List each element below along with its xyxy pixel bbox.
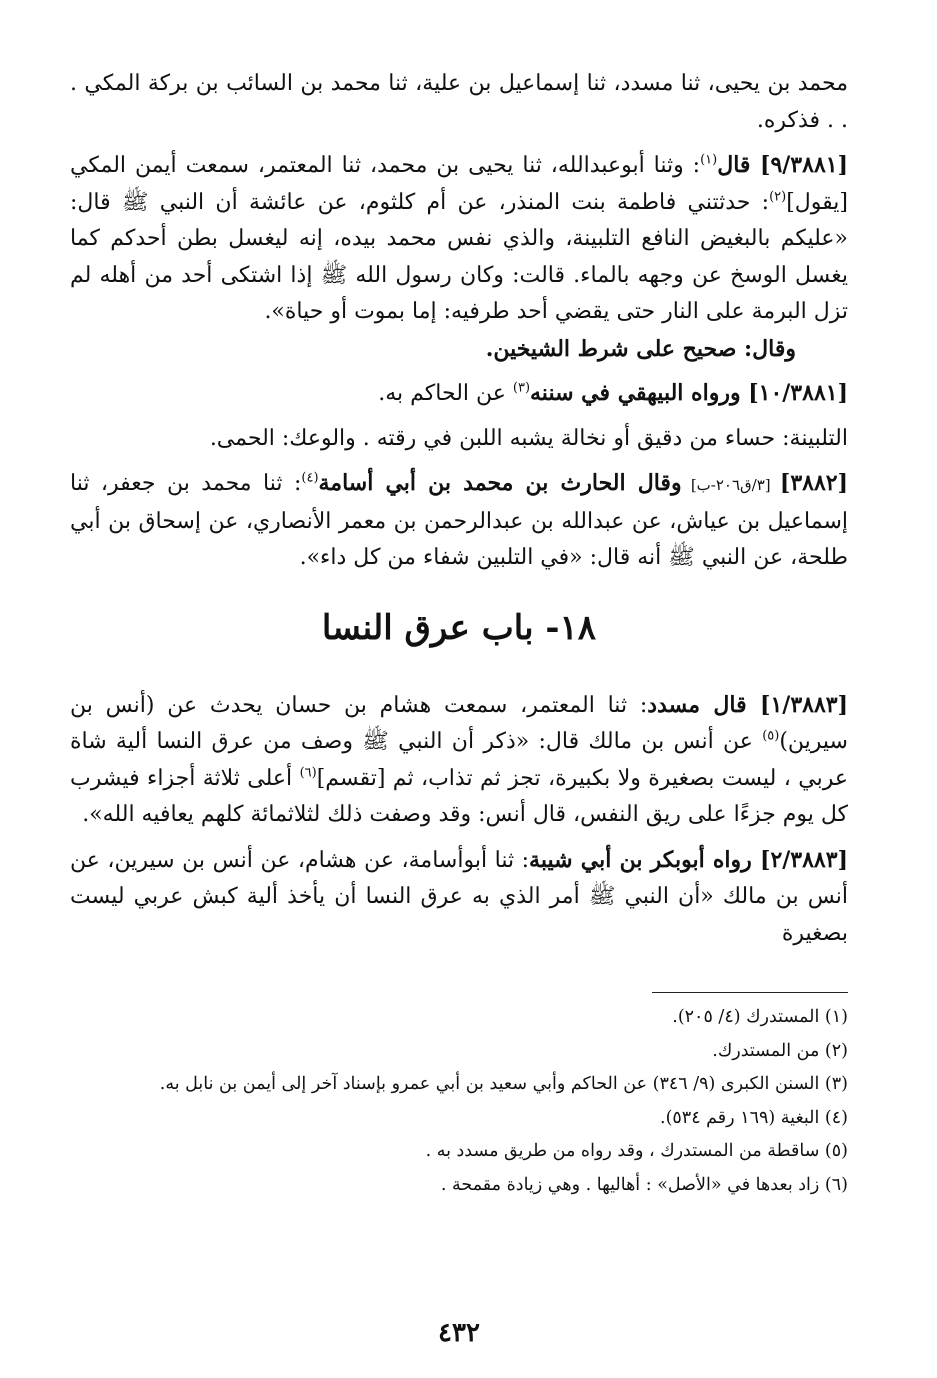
- footnote-6: (٦) زاد بعدها في «الأصل» : أهاليها . وهي زيادة مقمحة .: [440, 1174, 848, 1195]
- footnotes-section: [70, 1001, 848, 1202]
- hadith-reference: [١/٣٨٨٣] قال مسدد: [647, 691, 849, 718]
- footnote-1: (١) المستدرك (٤/ ٢٠٥).: [672, 1007, 848, 1027]
- hadith-text: عن أنس بن مالك قال: «ذكر أن النبي ﷺ وصف من عرق النسا ألية شاة عربي ، ليست بصغيرة ولا بكبيرة، تجز ثم تذاب، ثم [تقسم]: [70, 729, 848, 791]
- grading-statement: وقال: صحيح على شرط الشيخين.: [485, 335, 796, 362]
- hadith-reference: [٣٨٨٢]: [779, 470, 848, 496]
- chapter-heading: ١٨- باب عرق النسا: [321, 607, 597, 648]
- glossary-note: التلبينة: حساء من دقيق أو نخالة يشبه اللبن في رقته . والوعك: الحمى.: [209, 425, 848, 451]
- hadith-text: : ثنا المعتمر، سمعت هشام بن حسان يحدث عن (أنس بن سيرين): [70, 692, 848, 754]
- hadith-text: عن الحاكم به.: [378, 381, 513, 406]
- page-number: ٤٣٢: [438, 1318, 480, 1348]
- hadith-3883-2: [70, 842, 848, 953]
- hadith-text: : ثنا أبوأسامة، عن هشام، عن أنس بن سيرين، عن أنس بن مالك «أن النبي ﷺ أمر الذي به عرق النسا أن يأخذ ألية كبش عربي ليست بصغيرة: [70, 847, 848, 946]
- hadith-text: أعلى ثلاثة أجزاء فيشرب كل يوم جزءًا على ريق النفس، قال أنس: وقد وصفت ذلك لثلاثمائة كلهم يعافيه الله».: [70, 765, 848, 827]
- narrator-name: وقال الحارث بن محمد بن أبي أسامة: [318, 470, 682, 496]
- hadith-3882: [70, 465, 848, 577]
- footnote-5: (٥) ساقطة من المستدرك ، وقد رواه من طريق مسدد به .: [425, 1141, 848, 1161]
- hadith-3883-1: [70, 687, 848, 834]
- footnote-marker-5[interactable]: (٥): [762, 728, 780, 744]
- footnote-3: (٣) السنن الكبرى (٩/ ٣٤٦) عن الحاكم وأبي سعيد بن أبي عمرو بإسناد آخر إلى أيمن بن نابل به.: [159, 1074, 848, 1094]
- hadith-reference: [٢/٣٨٨٣] رواه أبوبكر بن أبي شيبة: [529, 846, 848, 873]
- hadith-text: : وثنا أبوعبدالله، ثنا يحيى بن محمد، ثنا المعتمر، سمعت أيمن المكي [يقول]: [70, 153, 848, 215]
- paragraph-intro: محمد بن يحيى، ثنا مسدد، ثنا إسماعيل بن علية، ثنا محمد بن السائب بن بركة المكي . . . فذكره.: [70, 71, 848, 133]
- document-page: [70, 66, 848, 1356]
- hadith-text: : حدثتني فاطمة بنت المنذر، عن أم كلثوم، عن عائشة أن النبي ﷺ قال: «عليكم بالبغيض النافع التلبينة، والذي نفس محمد بيده، إنه ليغسل بطن أحدكم كما يغسل الوسخ عن وجهه بالماء. قالت: وكان رسول الله ﷺ إذا اشتكى أحد من أهله لم تزل البرمة على النار حتى يقضي أحد طرفيه: إما بموت أو حياة».: [70, 189, 848, 324]
- manuscript-reference: [٣/ق٢٠٦-ب]: [681, 476, 780, 494]
- hadith-reference: [١٠/٣٨٨١] ورواه البيهقي في سننه: [530, 380, 848, 406]
- footnote-4: (٤) البغية (١٦٩ رقم ٥٣٤).: [660, 1107, 848, 1128]
- footnote-divider: [652, 992, 848, 993]
- hadith-3881-10: [70, 375, 848, 413]
- hadith-reference: [٩/٣٨٨١] قال: [717, 152, 848, 178]
- footnote-marker-4[interactable]: (٤): [301, 470, 319, 486]
- hadith-3881-9: [70, 147, 848, 331]
- footnote-marker-2[interactable]: (٢): [769, 189, 787, 205]
- footnote-marker-3[interactable]: (٣): [512, 380, 531, 396]
- footnote-marker-1[interactable]: (١): [700, 152, 718, 168]
- footnote-marker-6[interactable]: (٦): [299, 765, 317, 781]
- footnote-2: (٢) من المستدرك.: [712, 1040, 848, 1061]
- hadith-text: : ثنا محمد بن جعفر، ثنا إسماعيل بن عياش، عن عبدالله بن عبدالرحمن بن معمر الأنصاري، عن إسحاق بن أبي طلحة، عن النبي ﷺ أنه قال: «في التلبين شفاء من كل داء».: [70, 471, 848, 570]
